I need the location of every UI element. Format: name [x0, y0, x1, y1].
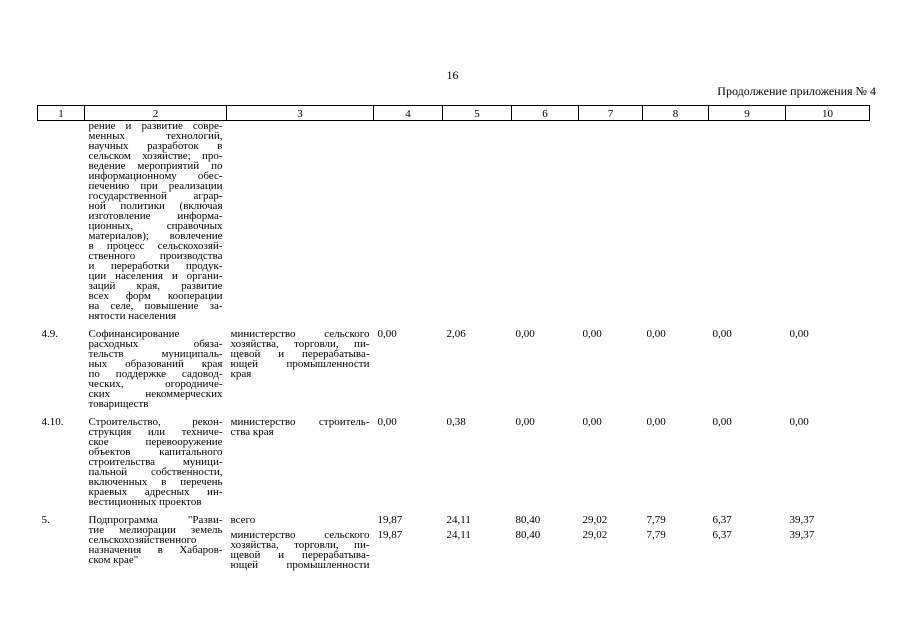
value-cell: 0,00 [582, 328, 602, 340]
table-row [38, 329, 870, 409]
text-line: щевой и перерабатыва- [230, 348, 370, 360]
continued-description [85, 121, 227, 322]
text-line: ции населения и органи- [88, 270, 223, 282]
text-line: ющей промышленности [230, 559, 370, 571]
header-col-3: 3 [227, 106, 374, 121]
header-col-4: 4 [374, 106, 443, 121]
total-label [227, 515, 374, 530]
text-line: сельскохозяйственного [88, 534, 197, 546]
header-col-10: 10 [786, 106, 870, 121]
header-col-9: 9 [709, 106, 786, 121]
header-col-1: 1 [38, 106, 85, 121]
text-line: научных разработок в [88, 140, 223, 152]
row-executor [227, 329, 374, 409]
row-number: 5. [41, 514, 50, 526]
value-cell: 0,00 [377, 328, 397, 340]
text-line: хозяйства, торговли, пи- [230, 338, 370, 350]
text-line: ющей промышленности [230, 358, 370, 370]
text-line: расходных обяза- [88, 338, 223, 350]
value-cell: 7,79 [646, 529, 666, 541]
header-col-7: 7 [579, 106, 643, 121]
text-line: по поддержке садовод- [88, 368, 223, 380]
text-line: рение и развитие совре- [88, 120, 223, 132]
value-cell: 29,02 [582, 514, 608, 526]
value-cell: 0,38 [446, 416, 466, 428]
text-line: информационному обес- [88, 170, 223, 182]
continuation-title: Продолжение приложения № 4 [717, 84, 876, 98]
text-line: края [230, 368, 252, 380]
text-line: назначения в Хабаров- [88, 544, 223, 556]
value-cell: 0,00 [515, 328, 535, 340]
header-col-5: 5 [443, 106, 512, 121]
row-executor [227, 417, 374, 507]
text-line: вестиционных проектов [88, 496, 202, 508]
text-line: Подпрограмма "Разви- [88, 514, 223, 526]
text-line: материалов); вовлечение [88, 230, 223, 242]
appendix-table [37, 105, 870, 570]
text-line: в процесс сельскохозяй- [88, 240, 223, 252]
text-line: пальной собственности, [88, 466, 223, 478]
text-line: объектов капитального [88, 446, 223, 458]
row-number: 4.10. [41, 416, 64, 428]
text-line: Строительство, рекон- [88, 416, 223, 428]
text-line: менных технологий, [88, 130, 223, 142]
text-line: государственной аграр- [88, 190, 223, 202]
text-line: ства края [230, 426, 274, 438]
value-cell: 6,37 [712, 514, 732, 526]
row-name [85, 329, 227, 409]
value-cell: 0,00 [712, 416, 732, 428]
row-number: 4.9. [41, 328, 58, 340]
value-cell: 24,11 [446, 514, 471, 526]
text-line: включенных в перечень [88, 476, 223, 488]
header-col-2: 2 [85, 106, 227, 121]
text-line: ческих, огородниче- [88, 378, 223, 390]
row-executor [227, 530, 374, 570]
text-line: Софинансирование [88, 328, 180, 340]
value-cell: 24,11 [446, 529, 471, 541]
value-cell: 80,40 [515, 529, 541, 541]
table-row [38, 417, 870, 507]
text-line: печению при реализации [88, 180, 223, 192]
page-number: 16 [446, 68, 459, 82]
text-line: ционных, справочных [88, 220, 223, 232]
text-line: министерство сельского [230, 529, 370, 541]
text-line: тельств муниципаль- [88, 348, 223, 360]
text-line: и переработки продук- [88, 260, 223, 272]
value-cell: 39,37 [789, 514, 815, 526]
text-line: всего [230, 514, 256, 526]
text-line: сельском хозяйстве; про- [88, 150, 223, 162]
value-cell: 0,00 [646, 416, 666, 428]
text-line: ной политики (включая [88, 200, 223, 212]
value-cell: 7,79 [646, 514, 666, 526]
value-cell: 0,00 [377, 416, 397, 428]
text-line: ведение мероприятий по [88, 160, 223, 172]
value-cell: 2,06 [446, 328, 466, 340]
row-name [85, 515, 227, 570]
value-cell: 29,02 [582, 529, 608, 541]
text-line: ское перевооружение [88, 436, 223, 448]
value-cell: 0,00 [582, 416, 602, 428]
value-cell: 0,00 [789, 416, 809, 428]
text-line: нятости населения [88, 310, 177, 322]
value-cell: 0,00 [712, 328, 732, 340]
header-col-8: 8 [643, 106, 709, 121]
text-line: министерство сельского [230, 328, 370, 340]
value-cell: 0,00 [515, 416, 535, 428]
text-line: ском крае" [88, 554, 139, 566]
text-line: краевых адресных ин- [88, 486, 223, 498]
header-col-6: 6 [512, 106, 579, 121]
text-line: на селе, повышение за- [88, 300, 223, 312]
value-cell: 39,37 [789, 529, 815, 541]
value-cell: 19,87 [377, 514, 403, 526]
continued-row [38, 121, 870, 322]
text-line: всех форм кооперации [88, 290, 223, 302]
text-line: ских некоммерческих [88, 388, 223, 400]
value-cell: 0,00 [646, 328, 666, 340]
table-row [38, 515, 870, 530]
text-line: строительства муници- [88, 456, 223, 468]
row-name [85, 417, 227, 507]
text-line: заций края, развитие [88, 280, 223, 292]
value-cell: 0,00 [789, 328, 809, 340]
value-cell: 19,87 [377, 529, 403, 541]
header-row [38, 106, 870, 121]
text-line: хозяйства, торговли, пи- [230, 539, 370, 551]
text-line: товариществ [88, 398, 149, 410]
text-line: струкция или техниче- [88, 426, 223, 438]
text-line: ственного производства [88, 250, 223, 262]
text-line: ных образований края [88, 358, 223, 370]
value-cell: 6,37 [712, 529, 732, 541]
text-line: тие мелиорации земель [88, 524, 223, 536]
text-line: щевой и перерабатыва- [230, 549, 370, 561]
text-line: изготовление информа- [88, 210, 223, 222]
text-line: министерство строитель- [230, 416, 370, 428]
value-cell: 80,40 [515, 514, 541, 526]
